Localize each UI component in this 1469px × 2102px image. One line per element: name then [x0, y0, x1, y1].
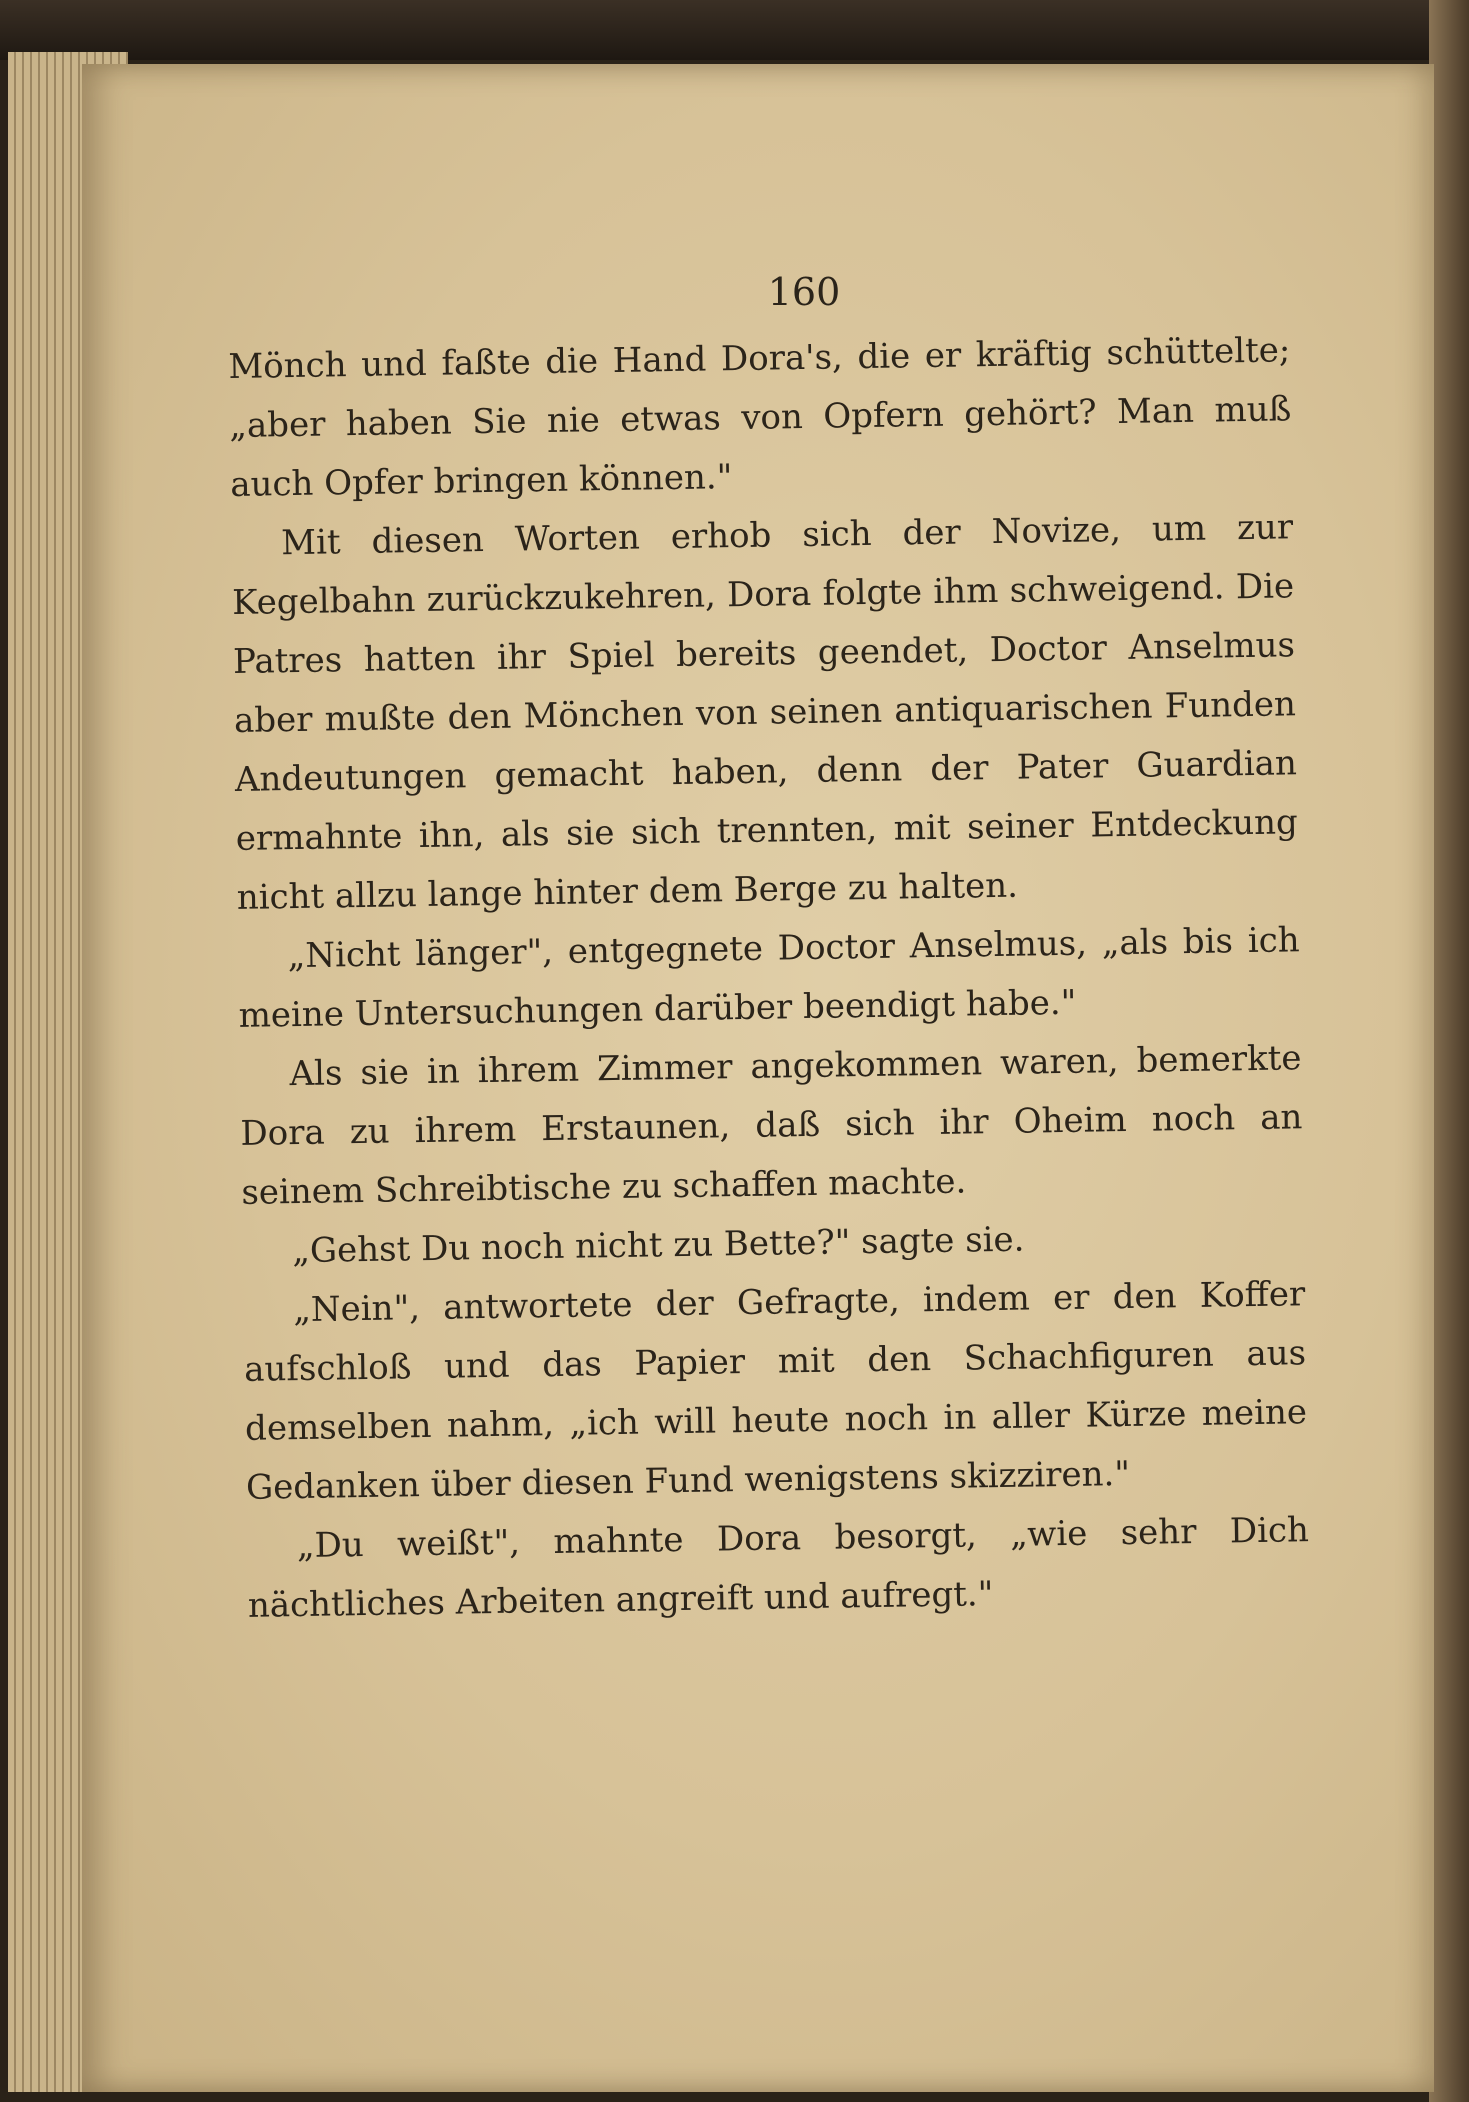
paragraph-2: Mit diesen Worten erhob sich der Novize, um zur Kegelbahn zurückzukehren, Dora folgte ihm schweigend. Die Patres hatten ihr Spiel bereits geendet, Doctor Anselmus aber mußte den Mönchen von seinen antiquarischen Funden Andeutungen gemacht haben, denn der Pater Guardian ermahnte ihn, als sie sich trennten, mit seiner Entdeckung nicht allzu lange hinter dem Berge zu halten.: [231, 507, 1299, 918]
body-text: [228, 321, 1310, 1636]
paragraph-7: „Du weißt", mahnte Dora besorgt, „wie sehr Dich nächtliches Arbeiten angreift und aufregt.": [247, 1510, 1310, 1626]
book-spine-edge: [1429, 0, 1469, 2102]
paragraph-1: Mönch und faßte die Hand Dora's, die er kräftig schüttelte; „aber haben Sie nie etwas von Opfern gehört? Man muß auch Opfer bringen können.": [228, 330, 1292, 505]
paragraph-6: „Nein", antwortete der Gefragte, indem er den Koffer aufschloß und das Papier mit den Schachfiguren aus demselben nahm, „ich will heute noch in aller Kürze meine Gedanken über diesen Fund wenigstens skizziren.": [243, 1274, 1308, 1508]
paragraph-3: „Nicht länger", entgegnete Doctor Anselmus, „als bis ich meine Untersuchungen darüber beendigt habe.": [238, 920, 1300, 1036]
page-number: 160: [767, 270, 841, 314]
paragraph-4: Als sie in ihrem Zimmer angekommen waren, bemerkte Dora zu ihrem Erstaunen, daß sich ihr Oheim noch an seinem Schreibtische zu schaffen machte.: [240, 1038, 1303, 1213]
paragraph-5: „Gehst Du noch nicht zu Bette?" sagte sie.: [292, 1219, 1025, 1272]
book-cover-top-edge: [0, 0, 1469, 60]
